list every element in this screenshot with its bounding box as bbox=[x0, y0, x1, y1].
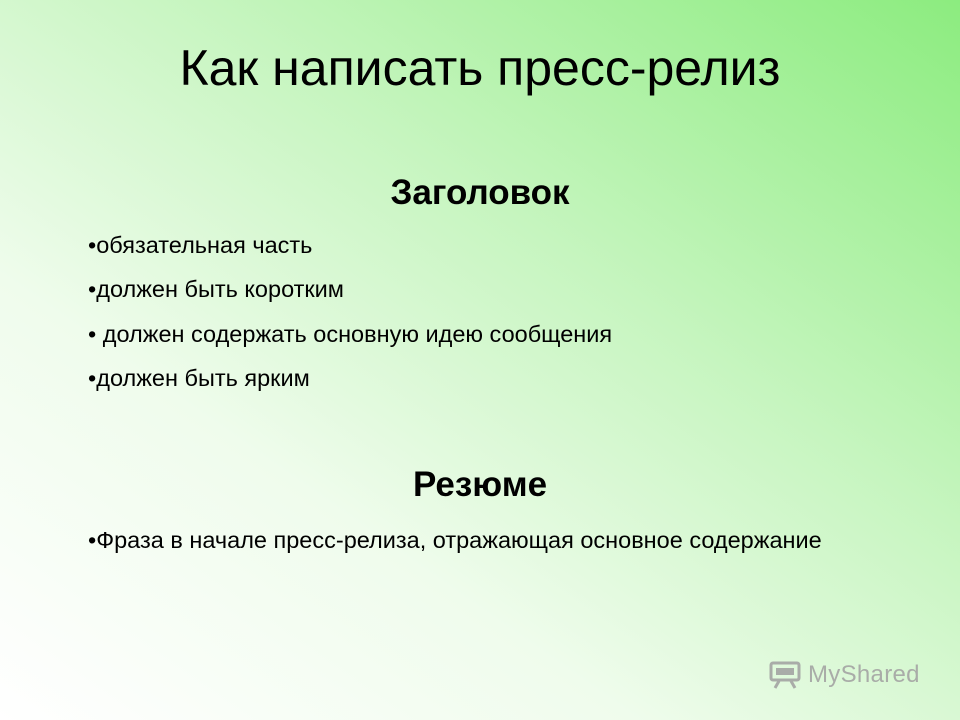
bullet-item: •должен быть коротким bbox=[88, 276, 344, 303]
bullet-item: •Фраза в начале пресс-релиза, отражающая основное содержание bbox=[88, 527, 822, 553]
section-heading-headline: Заголовок bbox=[390, 173, 570, 212]
bullet-item: •должен быть ярким bbox=[88, 365, 310, 392]
projector-icon bbox=[768, 660, 802, 690]
bullet-item: •обязательная часть bbox=[88, 232, 313, 258]
watermark-logo bbox=[768, 657, 920, 693]
watermark-text: MyShared bbox=[808, 661, 920, 688]
section-heading-summary: Резюме bbox=[412, 465, 548, 504]
slide-title: Как написать пресс-релиз bbox=[179, 40, 781, 96]
summary-bullet-list bbox=[88, 528, 888, 572]
headline-bullet-list bbox=[88, 233, 888, 410]
bullet-item: • должен содержать основную идею сообщения bbox=[88, 320, 613, 347]
